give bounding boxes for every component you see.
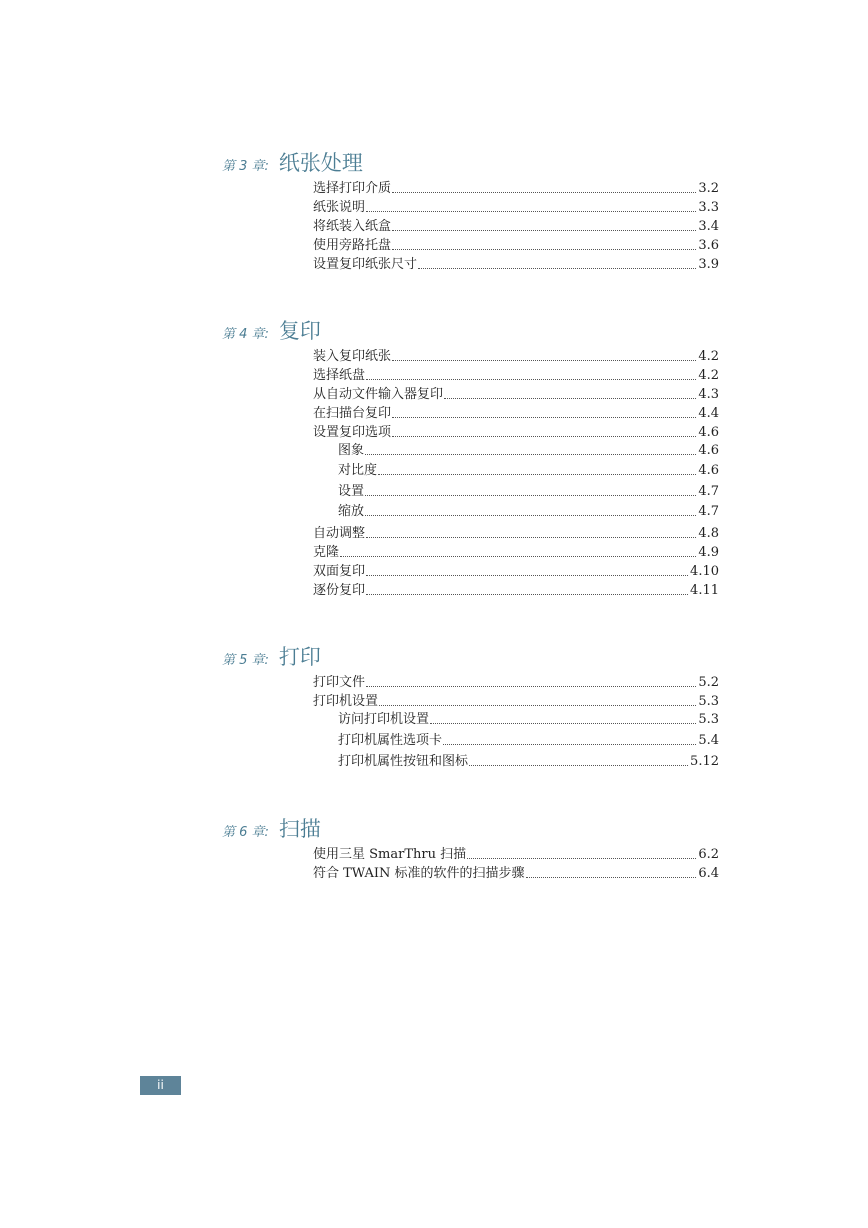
toc-entry-page: 3.3 bbox=[698, 200, 719, 215]
toc-entry-label: 图象 bbox=[338, 443, 365, 458]
toc-entry-page: 6.4 bbox=[698, 866, 719, 881]
toc-entry-page: 4.4 bbox=[698, 406, 719, 421]
toc-entry-label: 打印机属性按钮和图标 bbox=[338, 754, 469, 769]
chapter-title: 打印 bbox=[278, 645, 321, 669]
toc-entry[interactable] bbox=[313, 179, 719, 197]
toc-entry[interactable] bbox=[313, 347, 719, 365]
chapter-label: 第 6 章: bbox=[222, 825, 269, 840]
toc-entry-label: 打印文件 bbox=[313, 675, 366, 690]
toc-entry[interactable] bbox=[313, 198, 719, 216]
dot-leader bbox=[443, 743, 696, 745]
toc-entry-page: 4.6 bbox=[698, 425, 719, 440]
dot-leader bbox=[392, 359, 696, 361]
toc-entry-page: 5.4 bbox=[698, 733, 719, 748]
toc-entry-label: 选择打印介质 bbox=[313, 181, 392, 196]
toc-subentry[interactable] bbox=[338, 441, 719, 459]
toc-entry-page: 3.6 bbox=[698, 238, 719, 253]
dot-leader bbox=[366, 685, 696, 687]
dot-leader bbox=[469, 764, 688, 766]
toc-entry-page: 4.2 bbox=[698, 368, 719, 383]
dot-leader bbox=[467, 857, 696, 859]
dot-leader bbox=[366, 536, 696, 538]
toc-entry[interactable] bbox=[313, 845, 719, 863]
dot-leader bbox=[418, 267, 696, 269]
chapter-heading bbox=[222, 813, 321, 843]
chapter-label: 第 5 章: bbox=[222, 653, 269, 668]
dot-leader bbox=[366, 593, 688, 595]
toc-entry[interactable] bbox=[313, 562, 719, 580]
toc-entry[interactable] bbox=[313, 366, 719, 384]
page-number-tab: ii bbox=[140, 1076, 181, 1095]
toc-entry-label: 将纸装入纸盒 bbox=[313, 219, 392, 234]
chapter-title: 复印 bbox=[278, 319, 321, 343]
dot-leader bbox=[392, 191, 696, 193]
toc-subentry[interactable] bbox=[338, 482, 719, 500]
dot-leader bbox=[366, 378, 696, 380]
toc-entry-label: 纸张说明 bbox=[313, 200, 366, 215]
toc-entry-label: 选择纸盘 bbox=[313, 368, 366, 383]
toc-subentry[interactable] bbox=[338, 502, 719, 520]
toc-entry-label: 从自动文件输入器复印 bbox=[313, 387, 444, 402]
toc-entry-label: 符合 TWAIN 标准的软件的扫描步骤 bbox=[313, 866, 525, 881]
toc-entry-label: 使用三星 SmarThru 扫描 bbox=[313, 847, 467, 862]
dot-leader bbox=[392, 229, 696, 231]
toc-entry-page: 4.6 bbox=[698, 463, 719, 478]
toc-entry-label: 双面复印 bbox=[313, 564, 366, 579]
toc-entry-label: 设置复印纸张尺寸 bbox=[313, 257, 418, 272]
dot-leader bbox=[340, 555, 696, 557]
toc-entry-page: 4.8 bbox=[698, 526, 719, 541]
toc-entry-page: 4.9 bbox=[698, 545, 719, 560]
chapter-label: 第 4 章: bbox=[222, 327, 269, 342]
toc-entry-page: 3.4 bbox=[698, 219, 719, 234]
dot-leader bbox=[430, 722, 696, 724]
chapter-label: 第 3 章: bbox=[222, 159, 269, 174]
toc-entry-page: 4.3 bbox=[698, 387, 719, 402]
toc-entry-page: 4.7 bbox=[698, 484, 719, 499]
toc-entry[interactable] bbox=[313, 404, 719, 422]
toc-entry-page: 5.3 bbox=[698, 712, 719, 727]
toc-entry-label: 打印机设置 bbox=[313, 694, 379, 709]
toc-entry[interactable] bbox=[313, 864, 719, 882]
toc-entry-page: 4.7 bbox=[698, 504, 719, 519]
toc-entry[interactable] bbox=[313, 673, 719, 691]
toc-subentry[interactable] bbox=[338, 461, 719, 479]
toc-entry-label: 缩放 bbox=[338, 504, 365, 519]
dot-leader bbox=[392, 435, 696, 437]
dot-leader bbox=[444, 397, 696, 399]
toc-entry[interactable] bbox=[313, 236, 719, 254]
toc-entry-label: 设置 bbox=[338, 484, 365, 499]
dot-leader bbox=[366, 210, 696, 212]
chapter-heading bbox=[222, 147, 363, 177]
toc-entry-label: 使用旁路托盘 bbox=[313, 238, 392, 253]
toc-entry-page: 5.2 bbox=[698, 675, 719, 690]
toc-entry-page: 3.9 bbox=[698, 257, 719, 272]
dot-leader bbox=[365, 494, 696, 496]
dot-leader bbox=[366, 574, 688, 576]
toc-entry-page: 4.2 bbox=[698, 349, 719, 364]
dot-leader bbox=[365, 514, 696, 516]
toc-entry[interactable] bbox=[313, 692, 719, 710]
toc-entry-label: 克隆 bbox=[313, 545, 340, 560]
toc-entry-label: 设置复印选项 bbox=[313, 425, 392, 440]
dot-leader bbox=[379, 704, 696, 706]
toc-entry[interactable] bbox=[313, 217, 719, 235]
dot-leader bbox=[392, 416, 696, 418]
toc-entry-page: 4.10 bbox=[690, 564, 719, 579]
toc-entry-page: 4.11 bbox=[690, 583, 719, 598]
toc-entry-label: 装入复印纸张 bbox=[313, 349, 392, 364]
toc-entry-label: 在扫描台复印 bbox=[313, 406, 392, 421]
toc-entry[interactable] bbox=[313, 385, 719, 403]
toc-entry-page: 5.3 bbox=[698, 694, 719, 709]
chapter-title: 纸张处理 bbox=[278, 151, 363, 175]
toc-entry[interactable] bbox=[313, 255, 719, 273]
toc-entry[interactable] bbox=[313, 581, 719, 599]
toc-entry-page: 4.6 bbox=[698, 443, 719, 458]
toc-entry-label: 访问打印机设置 bbox=[338, 712, 430, 727]
toc-entry-label: 逐份复印 bbox=[313, 583, 366, 598]
toc-subentry[interactable] bbox=[338, 710, 719, 728]
chapter-heading bbox=[222, 641, 321, 671]
toc-subentry[interactable] bbox=[338, 731, 719, 749]
dot-leader bbox=[365, 453, 696, 455]
toc-entry-page: 5.12 bbox=[690, 754, 719, 769]
toc-entry[interactable] bbox=[313, 524, 719, 542]
dot-leader bbox=[392, 248, 696, 250]
chapter-heading bbox=[222, 315, 321, 345]
toc-entry-page: 6.2 bbox=[698, 847, 719, 862]
toc-entry[interactable] bbox=[313, 423, 719, 441]
toc-entry[interactable] bbox=[313, 543, 719, 561]
toc-entry-page: 3.2 bbox=[698, 181, 719, 196]
dot-leader bbox=[378, 473, 696, 475]
dot-leader bbox=[526, 876, 697, 878]
chapter-title: 扫描 bbox=[278, 817, 321, 841]
toc-entry-label: 打印机属性选项卡 bbox=[338, 733, 443, 748]
toc-subentry[interactable] bbox=[338, 752, 719, 770]
toc-entry-label: 自动调整 bbox=[313, 526, 366, 541]
toc-entry-label: 对比度 bbox=[338, 463, 378, 478]
